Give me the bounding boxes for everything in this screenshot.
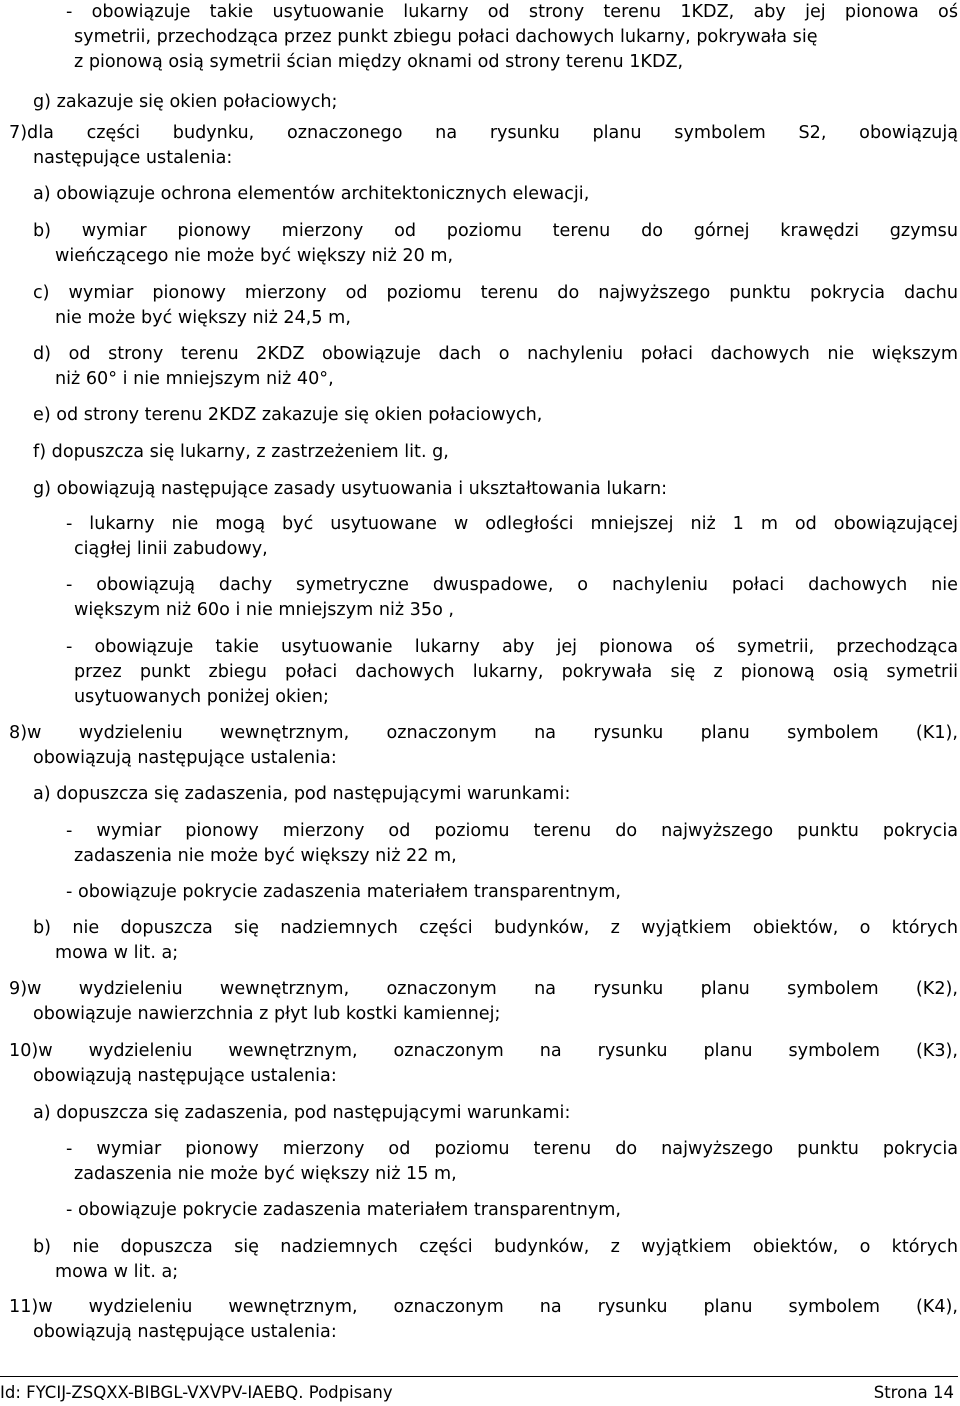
paragraph-10-wydzielenie-k3 (9, 1039, 958, 1089)
text-line: obowiązują następujące ustalenia: (33, 748, 337, 768)
text-line: e) od strony terenu 2KDZ zakazuje się okien połaciowych, (33, 405, 543, 425)
paragraph-8-wydzielenie-k1 (9, 721, 958, 771)
paragraph-pokrycie-k1 (66, 880, 958, 905)
paragraph-dachy-symetryczne (66, 573, 958, 623)
text-line: c) wymiar pionowy mierzony od poziomu terenu do najwyższego punktu pokrycia dachu (33, 283, 958, 303)
text-line: - wymiar pionowy mierzony od poziomu terenu do najwyższego punktu pokrycia (66, 821, 958, 841)
text-line: przez punkt zbiegu połaci dachowych lukarny, pokrywała się z pionową osią symetrii (74, 662, 958, 682)
text-line: obowiązują następujące ustalenia: (33, 1066, 337, 1086)
text-line: symetrii, przechodząca przez punkt zbiegu połaci dachowych lukarny, pokrywała się (74, 27, 818, 47)
paragraph-11-wydzielenie-k4 (9, 1295, 958, 1345)
text-line: zadaszenia nie może być większy niż 15 m, (74, 1164, 457, 1184)
text-line: d) od strony terenu 2KDZ obowiązuje dach o nachyleniu połaci dachowych nie większym (33, 344, 958, 364)
text-line: 10)w wydzieleniu wewnętrznym, oznaczonym na rysunku planu symbolem (K3), (9, 1041, 958, 1061)
paragraph-g-zasady-lukarn (33, 477, 958, 502)
text-line: nie może być większy niż 24,5 m, (55, 308, 351, 328)
paragraph-lukarna-1kdz (66, 0, 958, 75)
text-line: większym niż 60o i nie mniejszym niż 35o , (74, 600, 455, 620)
text-line: mowa w lit. a; (55, 1262, 179, 1282)
text-line: b) nie dopuszcza się nadziemnych części budynków, z wyjątkiem obiektów, o których (33, 918, 958, 938)
paragraph-a-ochrona-elementow (33, 182, 958, 207)
paragraph-g-okna-polaciowe (33, 90, 958, 115)
paragraph-b-nadziemne-k1 (33, 916, 958, 966)
paragraph-usytuowanie-lukarny (66, 635, 958, 710)
text-line: z pionową osią symetrii ścian między oknami od strony terenu 1KDZ, (74, 52, 684, 72)
text-line: zadaszenia nie może być większy niż 22 m, (74, 846, 457, 866)
paragraph-b-wymiar-gzymsu (33, 219, 958, 269)
text-line: g) obowiązują następujące zasady usytuowania i ukształtowania lukarn: (33, 479, 668, 499)
text-line: następujące ustalenia: (33, 148, 233, 168)
paragraph-c-wymiar-dachu (33, 281, 958, 331)
text-line: 9)w wydzieleniu wewnętrznym, oznaczonym na rysunku planu symbolem (K2), (9, 979, 958, 999)
text-line: f) dopuszcza się lukarny, z zastrzeżeniem lit. g, (33, 442, 449, 462)
paragraph-e-zakaz-okien (33, 403, 958, 428)
footer-divider (0, 1376, 958, 1377)
text-line: a) dopuszcza się zadaszenia, pod następującymi warunkami: (33, 1103, 571, 1123)
text-line: a) dopuszcza się zadaszenia, pod następującymi warunkami: (33, 784, 571, 804)
text-line: ciągłej linii zabudowy, (74, 539, 268, 559)
text-line: 11)w wydzieleniu wewnętrznym, oznaczonym na rysunku planu symbolem (K4), (9, 1297, 958, 1317)
text-line: a) obowiązuje ochrona elementów architektonicznych elewacji, (33, 184, 590, 204)
text-line: obowiązuje nawierzchnia z płyt lub kostki kamiennej; (33, 1004, 501, 1024)
paragraph-b-nadziemne-k3 (33, 1235, 958, 1285)
text-line: usytuowanych poniżej okien; (74, 687, 329, 707)
footer-document-id: Id: FYCIJ-ZSQXX-BIBGL-VXVPV-IAEBQ. Podpisany (0, 1383, 393, 1402)
text-line: - obowiązują dachy symetryczne dwuspadowe, o nachyleniu połaci dachowych nie (66, 575, 958, 595)
text-line: - obowiązuje pokrycie zadaszenia materiałem transparentnym, (66, 882, 622, 902)
paragraph-a-zadaszenia-k3 (33, 1101, 958, 1126)
paragraph-wymiar-zadaszenia-22 (66, 819, 958, 869)
text-line: b) nie dopuszcza się nadziemnych części budynków, z wyjątkiem obiektów, o których (33, 1237, 958, 1257)
text-line: - lukarny nie mogą być usytuowane w odległości mniejszej niż 1 m od obowiązującej (66, 514, 958, 534)
paragraph-wymiar-zadaszenia-15 (66, 1137, 958, 1187)
paragraph-d-nachylenie-2kdz (33, 342, 958, 392)
text-line: 7)dla części budynku, oznaczonego na rysunku planu symbolem S2, obowiązują (9, 123, 958, 143)
text-line: 8)w wydzieleniu wewnętrznym, oznaczonym na rysunku planu symbolem (K1), (9, 723, 958, 743)
text-line: g) zakazuje się okien połaciowych; (33, 92, 338, 112)
text-line: mowa w lit. a; (55, 943, 179, 963)
text-line: b) wymiar pionowy mierzony od poziomu terenu do górnej krawędzi gzymsu (33, 221, 958, 241)
text-line: - obowiązuje pokrycie zadaszenia materiałem transparentnym, (66, 1200, 622, 1220)
footer-page-number: Strona 14 (873, 1383, 954, 1402)
text-line: - wymiar pionowy mierzony od poziomu terenu do najwyższego punktu pokrycia (66, 1139, 958, 1159)
text-line: - obowiązuje takie usytuowanie lukarny aby jej pionowa oś symetrii, przechodząca (66, 637, 958, 657)
paragraph-a-zadaszenia-k1 (33, 782, 958, 807)
text-line: - obowiązuje takie usytuowanie lukarny od strony terenu 1KDZ, aby jej pionowa oś (66, 2, 958, 22)
paragraph-7-budynek-s2 (9, 121, 958, 171)
paragraph-lukarny-odleglosc (66, 512, 958, 562)
paragraph-f-lukarny (33, 440, 958, 465)
text-line: obowiązują następujące ustalenia: (33, 1322, 337, 1342)
paragraph-pokrycie-k3 (66, 1198, 958, 1223)
text-line: niż 60° i nie mniejszym niż 40°, (55, 369, 334, 389)
paragraph-9-wydzielenie-k2 (9, 977, 958, 1027)
text-line: wieńczącego nie może być większy niż 20 m, (55, 246, 454, 266)
